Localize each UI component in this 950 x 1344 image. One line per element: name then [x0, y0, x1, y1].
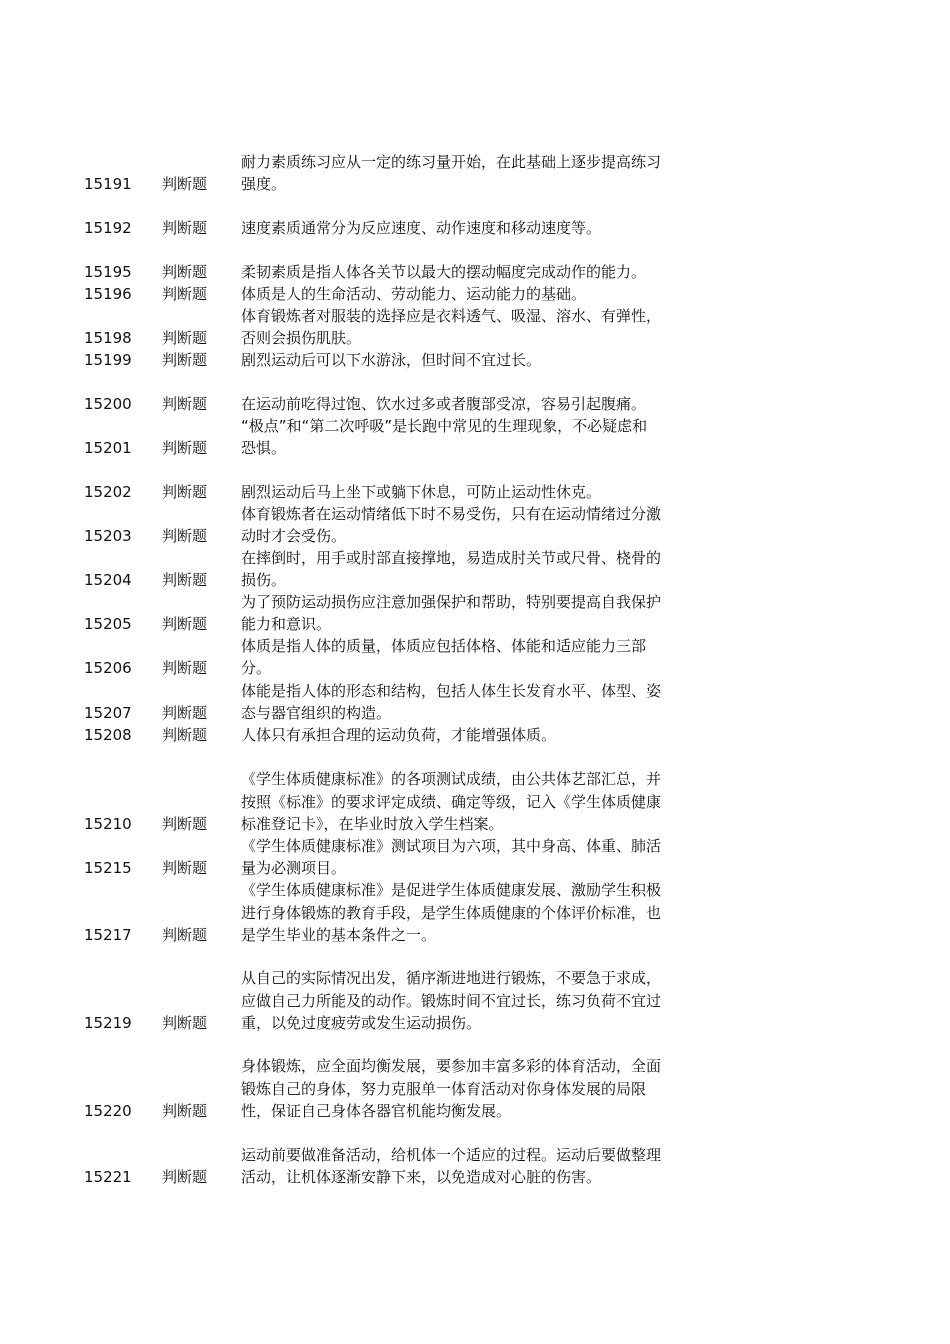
- question-text: 剧烈运动后马上坐下或躺下休息，可防止运动性休克。: [241, 482, 602, 501]
- question-type: 判断题: [162, 1014, 208, 1032]
- question-text: 体质是人的生命活动、劳动能力、运动能力的基础。: [241, 284, 587, 303]
- question-type: 判断题: [162, 483, 208, 501]
- question-table: [0, 151, 950, 1190]
- table-row: [0, 373, 950, 417]
- table-row: [0, 417, 950, 461]
- question-type: 判断题: [162, 926, 208, 944]
- question-id: 15215: [84, 859, 132, 877]
- question-id: 15204: [84, 571, 132, 589]
- question-id: 15221: [84, 1168, 132, 1186]
- question-text: 速度素质通常分为反应速度、动作速度和移动速度等。: [241, 218, 602, 237]
- question-text: 从自己的实际情况出发，循序渐进地进行锻炼，不要急于求成，应做自己力所能及的动作。锻炼时间不宜过长，练习负荷不宜过重，以免过度疲劳或发生运动损伤。: [241, 969, 662, 1032]
- question-type: 判断题: [162, 263, 208, 281]
- question-text: 耐力素质练习应从一定的练习量开始，在此基础上逐步提高练习强度。: [241, 152, 662, 193]
- question-text: 柔韧素质是指人体各关节以最大的摆动幅度完成动作的能力。: [241, 262, 647, 281]
- table-row: [0, 307, 950, 351]
- question-type: 判断题: [162, 329, 208, 347]
- question-type: 判断题: [162, 351, 208, 369]
- question-id: 15199: [84, 351, 132, 369]
- question-id: 15191: [84, 175, 132, 193]
- question-id: 15205: [84, 615, 132, 633]
- question-text: 体育锻炼者对服装的选择应是衣料透气、吸湿、溶水、有弹性，否则会损伤肌肤。: [241, 306, 662, 347]
- table-row: [0, 637, 950, 681]
- question-type: 判断题: [162, 395, 208, 413]
- question-text: 《学生体质健康标准》的各项测试成绩，由公共体艺部汇总，并按照《标准》的要求评定成绩、确定等级，记入《学生体质健康标准登记卡》，在毕业时放入学生档案。: [241, 770, 662, 833]
- question-text: 体育锻炼者在运动情绪低下时不易受伤，只有在运动情绪过分激动时才会受伤。: [241, 504, 662, 545]
- question-text: 《学生体质健康标准》是促进学生体质健康发展、激励学生积极进行身体锻炼的教育手段，是学生体质健康的个体评价标准，也是学生毕业的基本条件之一。: [241, 881, 662, 944]
- question-type: 判断题: [162, 704, 208, 722]
- table-row: [0, 1036, 950, 1124]
- question-id: 15203: [84, 527, 132, 545]
- question-type: 判断题: [162, 859, 208, 877]
- table-row: [0, 197, 950, 241]
- table-row: [0, 151, 950, 197]
- question-text: 在摔倒时，用手或肘部直接撑地，易造成肘关节或尺骨、桡骨的损伤。: [241, 548, 662, 589]
- question-id: 15206: [84, 659, 132, 677]
- question-id: 15201: [84, 439, 132, 457]
- table-row: [0, 948, 950, 1036]
- table-row: [0, 505, 950, 549]
- question-type: 判断题: [162, 615, 208, 633]
- question-text: 为了预防运动损伤应注意加强保护和帮助，特别要提高自我保护能力和意识。: [241, 592, 662, 633]
- question-text: 人体只有承担合理的运动负荷，才能增强体质。: [241, 725, 557, 744]
- question-id: 15217: [84, 926, 132, 944]
- question-type: 判断题: [162, 815, 208, 833]
- table-row: [0, 748, 950, 837]
- question-text: 在运动前吃得过饱、饮水过多或者腹部受凉，容易引起腹痛。: [241, 394, 647, 413]
- question-id: 15196: [84, 285, 132, 303]
- question-id: 15210: [84, 815, 132, 833]
- question-id: 15208: [84, 726, 132, 744]
- question-type: 判断题: [162, 1168, 208, 1186]
- table-row: [0, 351, 950, 373]
- question-type: 判断题: [162, 527, 208, 545]
- question-text: 体能是指人体的形态和结构，包括人体生长发育水平、体型、姿态与器官组织的构造。: [241, 681, 662, 722]
- question-type: 判断题: [162, 219, 208, 237]
- question-text: 体质是指人体的质量，体质应包括体格、体能和适应能力三部分。: [241, 636, 647, 677]
- table-row: [0, 241, 950, 285]
- table-row: [0, 726, 950, 748]
- table-row: [0, 837, 950, 881]
- table-row: [0, 681, 950, 726]
- question-id: 15195: [84, 263, 132, 281]
- question-type: 判断题: [162, 726, 208, 744]
- question-id: 15219: [84, 1014, 132, 1032]
- question-type: 判断题: [162, 1102, 208, 1120]
- question-id: 15200: [84, 395, 132, 413]
- table-row: [0, 549, 950, 593]
- question-id: 15220: [84, 1102, 132, 1120]
- question-type: 判断题: [162, 175, 208, 193]
- question-type: 判断题: [162, 571, 208, 589]
- question-id: 15192: [84, 219, 132, 237]
- question-id: 15207: [84, 704, 132, 722]
- question-id: 15202: [84, 483, 132, 501]
- question-text: 《学生体质健康标准》测试项目为六项，其中身高、体重、肺活量为必测项目。: [241, 836, 662, 877]
- table-row: [0, 881, 950, 948]
- question-type: 判断题: [162, 285, 208, 303]
- table-row: [0, 461, 950, 505]
- question-text: “极点”和“第二次呼吸”是长跑中常见的生理现象，不必疑虑和恐惧。: [241, 416, 648, 457]
- question-type: 判断题: [162, 659, 208, 677]
- question-text: 运动前要做准备活动，给机体一个适应的过程。运动后要做整理活动，让机体逐渐安静下来，以免造成对心脏的伤害。: [241, 1145, 662, 1186]
- question-text: 剧烈运动后可以下水游泳，但时间不宜过长。: [241, 350, 542, 369]
- question-id: 15198: [84, 329, 132, 347]
- question-type: 判断题: [162, 439, 208, 457]
- table-row: [0, 1124, 950, 1190]
- question-text: 身体锻炼，应全面均衡发展，要参加丰富多彩的体育活动，全面锻炼自己的身体，努力克服单一体育活动对你身体发展的局限性，保证自己身体各器官机能均衡发展。: [241, 1057, 662, 1120]
- table-row: [0, 593, 950, 637]
